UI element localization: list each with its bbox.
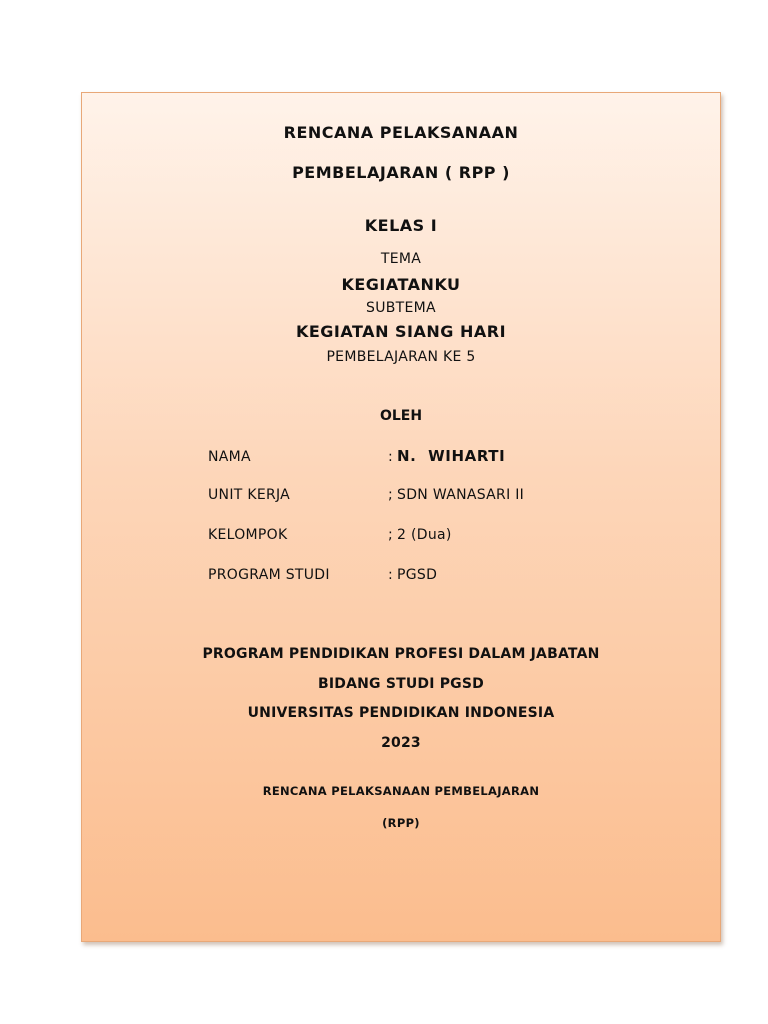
identity-row-group [208, 527, 452, 543]
subtheme-label: SUBTEMA [366, 300, 436, 316]
identity-label: UNIT KERJA [208, 487, 291, 503]
author-heading: OLEH [379, 408, 423, 424]
theme-value: KEGIATANKU [341, 275, 461, 294]
identity-row-program [208, 567, 437, 583]
theme-label: TEMA [380, 251, 422, 267]
title-line-2: PEMBELAJARAN ( RPP ) [292, 163, 510, 182]
identity-value: 2 (Dua) [397, 527, 452, 543]
identity-label: NAMA [208, 449, 251, 465]
title-line-1: RENCANA PELAKSANAAN [283, 123, 519, 142]
identity-label: PROGRAM STUDI [208, 567, 330, 583]
institution-field: BIDANG STUDI PGSD [318, 676, 484, 692]
footer-title: RENCANA PELAKSANAAN PEMBELAJARAN [262, 784, 540, 798]
class-heading: KELAS I [364, 216, 438, 235]
institution-program: PROGRAM PENDIDIKAN PROFESI DALAM JABATAN [202, 646, 600, 662]
identity-row-unit [208, 487, 524, 503]
footer-subtitle: (RPP) [382, 816, 420, 830]
institution-university: UNIVERSITAS PENDIDIKAN INDONESIA [247, 705, 555, 721]
identity-separator: ; [388, 527, 394, 543]
identity-value: PGSD [397, 567, 438, 583]
identity-row-name [208, 447, 505, 465]
identity-label: KELOMPOK [208, 527, 288, 543]
identity-separator: : [388, 567, 394, 583]
identity-value: SDN WANASARI II [397, 487, 525, 503]
identity-separator: ; [388, 487, 394, 503]
institution-year: 2023 [381, 735, 421, 751]
identity-separator: : [388, 449, 394, 465]
cover-page [81, 92, 721, 942]
subtheme-value: KEGIATAN SIANG HARI [295, 322, 507, 341]
identity-value: N. WIHARTI [397, 447, 506, 465]
lesson-number: PEMBELAJARAN KE 5 [326, 349, 476, 365]
